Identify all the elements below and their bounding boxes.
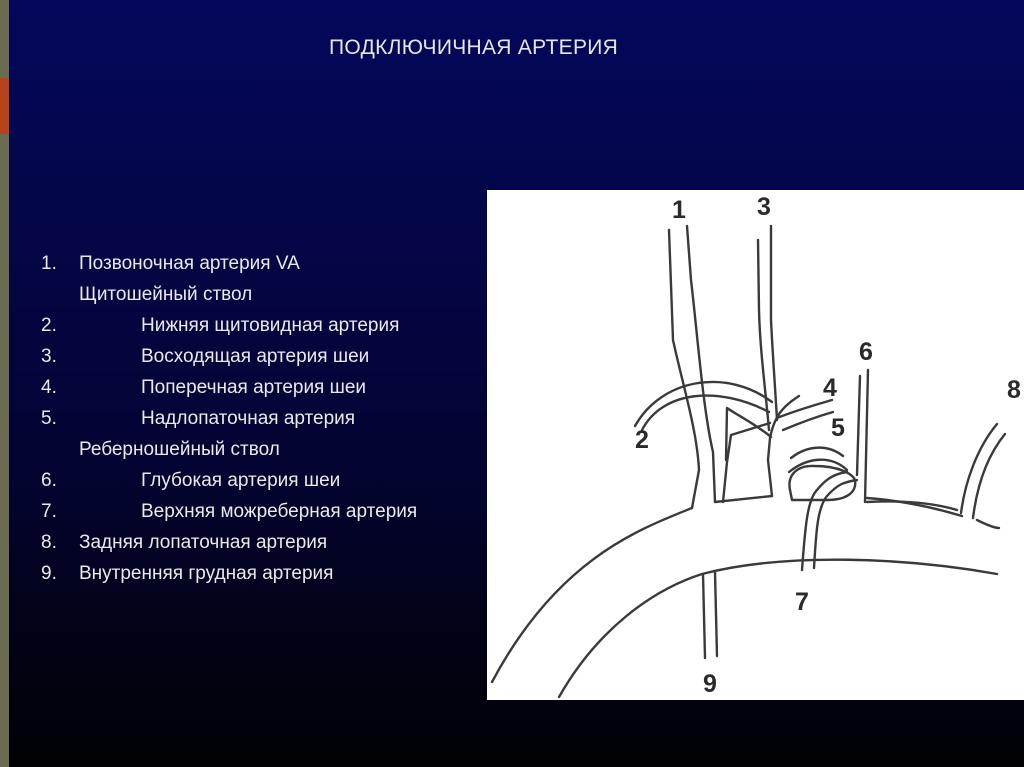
left-edge-accent: [0, 78, 9, 134]
slide-title: ПОДКЛЮЧИЧНАЯ АРТЕРИЯ: [329, 36, 619, 59]
deep-cervical-base: [867, 501, 957, 510]
diagram-label-8: 8: [1007, 376, 1021, 404]
vertebral-artery-right: [687, 226, 715, 502]
diagram-label-1: 1: [672, 196, 686, 224]
diagram-label-7: 7: [795, 588, 809, 616]
legend-item-text: Поперечная артерия шеи: [141, 377, 367, 398]
legend-item-number: 6.: [41, 470, 57, 491]
legend-item-text: Реберношейный ствол: [79, 439, 280, 460]
subclavian-arch-outer-end: [977, 520, 999, 528]
legend-item-text: Верхняя можреберная артерия: [141, 501, 418, 522]
dorsal-scapular-left: [961, 424, 997, 513]
diagram-label-6: 6: [859, 338, 873, 366]
vertebral-artery-left: [669, 230, 699, 508]
diagram-label-2: 2: [635, 426, 649, 454]
artery-diagram: [487, 190, 1024, 700]
ascending-cervical-right: [771, 226, 777, 420]
legend-item-number: 7.: [41, 501, 57, 522]
legend-item-text: Щитошейный ствол: [79, 284, 253, 305]
artery-diagram-svg: [487, 190, 1024, 700]
legend-item-number: 4.: [41, 377, 57, 398]
legend-item-text: Задняя лопаточная артерия: [79, 532, 328, 553]
legend-item-number: 3.: [41, 346, 57, 367]
subclavian-arch-inner: [559, 560, 997, 697]
diagram-label-9: 9: [703, 670, 717, 698]
internal-thoracic-right: [715, 572, 717, 656]
dorsal-scapular-right: [973, 434, 1005, 518]
ascending-cervical-left: [758, 240, 769, 430]
legend-item-number: 9.: [41, 563, 57, 584]
subclavian-arch-outer: [492, 508, 692, 682]
legend-item-text: Нижняя щитовидная артерия: [141, 315, 400, 336]
diagram-label-5: 5: [831, 414, 845, 442]
deep-cervical-right: [865, 370, 868, 502]
diagram-label-3: 3: [757, 193, 771, 221]
deep-cervical-left: [857, 376, 860, 475]
legend-item-text: Внутренняя грудная артерия: [79, 563, 334, 584]
legend-item-text: Восходящая артерия шеи: [141, 346, 370, 367]
legend-item-number: 2.: [41, 315, 57, 336]
legend-item-text: Позвоночная артерия VA: [79, 253, 300, 274]
legend-item-number: 8.: [41, 532, 57, 553]
diagram-label-4: 4: [823, 374, 837, 402]
superior-intercostal-left: [802, 472, 847, 570]
legend-item-text: Глубокая артерия шеи: [141, 470, 341, 491]
legend-item-text: Надлопаточная артерия: [141, 408, 356, 429]
internal-thoracic-left: [703, 574, 705, 658]
suprascapular-upper: [791, 448, 843, 458]
transverse-cervical-lower: [783, 412, 833, 430]
legend-item-number: 5.: [41, 408, 57, 429]
legend-item-number: 1.: [41, 253, 57, 274]
thyrocervical-left: [723, 423, 770, 502]
